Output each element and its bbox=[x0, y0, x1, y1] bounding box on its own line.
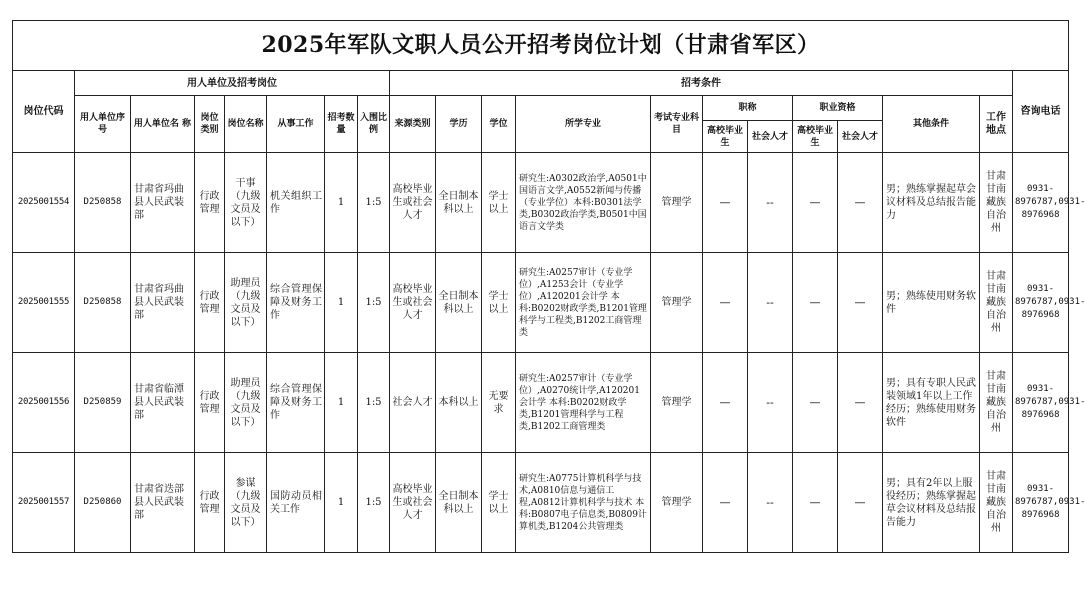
header-post-name: 岗位名称 bbox=[225, 96, 267, 153]
cell-location: 甘肃甘南藏族自治州 bbox=[980, 253, 1013, 353]
cell-title-grad: — bbox=[703, 153, 748, 253]
cell-title-grad: — bbox=[703, 353, 748, 453]
header-group-conditions: 招考条件 bbox=[390, 71, 1013, 96]
header-title-group: 职称 bbox=[703, 96, 793, 121]
cell-title-talent: -- bbox=[748, 253, 793, 353]
cell-location: 甘肃甘南藏族自治州 bbox=[980, 453, 1013, 553]
cell-title-grad: — bbox=[703, 253, 748, 353]
header-location: 工作地点 bbox=[980, 96, 1013, 153]
cell-education: 全日制本科以上 bbox=[436, 453, 482, 553]
cell-unit-no: D250859 bbox=[75, 353, 131, 453]
header-unit-name: 用人单位名 称 bbox=[131, 96, 195, 153]
cell-work: 国防动员相关工作 bbox=[267, 453, 325, 553]
cell-qual-talent: — bbox=[838, 353, 883, 453]
header-ratio: 入围比例 bbox=[358, 96, 390, 153]
header-work: 从事工作 bbox=[267, 96, 325, 153]
cell-education: 全日制本科以上 bbox=[436, 153, 482, 253]
cell-qual-grad: — bbox=[793, 153, 838, 253]
cell-unit-name: 甘肃省玛曲县人民武装部 bbox=[131, 153, 195, 253]
cell-count: 1 bbox=[325, 453, 358, 553]
cell-work: 机关组织工作 bbox=[267, 153, 325, 253]
header-qual-grad: 高校毕业生 bbox=[793, 121, 838, 153]
cell-qual-talent: — bbox=[838, 153, 883, 253]
cell-other: 男；具有2年以上服役经历；熟练掌握起草会议材料及总结报告能力 bbox=[883, 453, 980, 553]
cell-qual-grad: — bbox=[793, 353, 838, 453]
header-degree: 学位 bbox=[482, 96, 516, 153]
cell-post-name: 参谋（九级文员及以下） bbox=[225, 453, 267, 553]
cell-source: 社会人才 bbox=[390, 353, 436, 453]
cell-work: 综合管理保障及财务工作 bbox=[267, 253, 325, 353]
cell-major: 研究生:A0775计算机科学与技术,A0810信息与通信工程,A0812计算机科学与技术 本科:B0807电子信息类,B0809计算机类,B1204公共管理类 bbox=[516, 453, 651, 553]
cell-major: 研究生:A0257审计（专业学位）,A1253会计（专业学位）,A120201会计学 本科:B0202财政学类,B1201管理科学与工程类,B1202工商管理类 bbox=[516, 253, 651, 353]
cell-education: 全日制本科以上 bbox=[436, 253, 482, 353]
cell-degree: 学士以上 bbox=[482, 253, 516, 353]
cell-unit-name: 甘肃省迭部县人民武装部 bbox=[131, 453, 195, 553]
cell-count: 1 bbox=[325, 253, 358, 353]
cell-title-talent: -- bbox=[748, 453, 793, 553]
cell-source: 高校毕业生或社会人才 bbox=[390, 453, 436, 553]
cell-qual-grad: — bbox=[793, 453, 838, 553]
cell-post-type: 行政管理 bbox=[195, 453, 225, 553]
cell-ratio: 1:5 bbox=[358, 153, 390, 253]
cell-post-code: 2025001557 bbox=[13, 453, 75, 553]
cell-post-code: 2025001555 bbox=[13, 253, 75, 353]
table-row bbox=[13, 153, 1069, 253]
cell-ratio: 1:5 bbox=[358, 353, 390, 453]
cell-post-name: 干事（九级文员及以下） bbox=[225, 153, 267, 253]
cell-phone: 0931-8976787,0931-8976968 bbox=[1013, 153, 1069, 253]
cell-exam: 管理学 bbox=[651, 353, 703, 453]
cell-location: 甘肃甘南藏族自治州 bbox=[980, 353, 1013, 453]
cell-exam: 管理学 bbox=[651, 153, 703, 253]
header-exam: 考试专业科目 bbox=[651, 96, 703, 153]
page-title: 2025年军队文职人员公开招考岗位计划（甘肃省军区） bbox=[13, 21, 1069, 71]
cell-unit-name: 甘肃省玛曲县人民武装部 bbox=[131, 253, 195, 353]
table-row bbox=[13, 453, 1069, 553]
cell-exam: 管理学 bbox=[651, 253, 703, 353]
cell-count: 1 bbox=[325, 153, 358, 253]
cell-post-type: 行政管理 bbox=[195, 353, 225, 453]
header-phone: 咨询电话 bbox=[1013, 71, 1069, 153]
cell-unit-no: D250858 bbox=[75, 253, 131, 353]
cell-post-name: 助理员（九级文员及以下） bbox=[225, 253, 267, 353]
cell-source: 高校毕业生或社会人才 bbox=[390, 153, 436, 253]
cell-title-grad: — bbox=[703, 453, 748, 553]
cell-title-talent: -- bbox=[748, 353, 793, 453]
header-unit-no: 用人单位序 号 bbox=[75, 96, 131, 153]
header-post-type: 岗位类别 bbox=[195, 96, 225, 153]
cell-exam: 管理学 bbox=[651, 453, 703, 553]
cell-qual-grad: — bbox=[793, 253, 838, 353]
header-major: 所学专业 bbox=[516, 96, 651, 153]
header-qual-group: 职业资格 bbox=[793, 96, 883, 121]
cell-unit-no: D250860 bbox=[75, 453, 131, 553]
header-post-code: 岗位代码 bbox=[13, 71, 75, 153]
cell-qual-talent: — bbox=[838, 453, 883, 553]
cell-other: 男；具有专职人民武装领域1年以上工作经历；熟练使用财务软件 bbox=[883, 353, 980, 453]
cell-unit-no: D250858 bbox=[75, 153, 131, 253]
cell-source: 高校毕业生或社会人才 bbox=[390, 253, 436, 353]
cell-post-code: 2025001554 bbox=[13, 153, 75, 253]
cell-education: 本科以上 bbox=[436, 353, 482, 453]
cell-ratio: 1:5 bbox=[358, 253, 390, 353]
cell-degree: 学士以上 bbox=[482, 153, 516, 253]
table-row bbox=[13, 253, 1069, 353]
cell-unit-name: 甘肃省临潭县人民武装部 bbox=[131, 353, 195, 453]
header-title-talent: 社会人才 bbox=[748, 121, 793, 153]
cell-phone: 0931-8976787,0931-8976968 bbox=[1013, 453, 1069, 553]
header-education: 学历 bbox=[436, 96, 482, 153]
cell-ratio: 1:5 bbox=[358, 453, 390, 553]
cell-post-type: 行政管理 bbox=[195, 253, 225, 353]
cell-location: 甘肃甘南藏族自治州 bbox=[980, 153, 1013, 253]
cell-post-type: 行政管理 bbox=[195, 153, 225, 253]
cell-phone: 0931-8976787,0931-8976968 bbox=[1013, 253, 1069, 353]
cell-work: 综合管理保障及财务工作 bbox=[267, 353, 325, 453]
cell-title-talent: -- bbox=[748, 153, 793, 253]
header-count: 招考数量 bbox=[325, 96, 358, 153]
cell-degree: 学士以上 bbox=[482, 453, 516, 553]
cell-qual-talent: — bbox=[838, 253, 883, 353]
header-source: 来源类别 bbox=[390, 96, 436, 153]
cell-phone: 0931-8976787,0931-8976968 bbox=[1013, 353, 1069, 453]
cell-count: 1 bbox=[325, 353, 358, 453]
cell-major: 研究生:A0257审计（专业学位）,A0270统计学,A120201会计学 本科:B0202财政学类,B1201管理科学与工程类,B1202工商管理类 bbox=[516, 353, 651, 453]
cell-other: 男；熟练掌握起草会议材料及总结报告能力 bbox=[883, 153, 980, 253]
recruitment-table bbox=[12, 20, 1085, 553]
cell-degree: 无要求 bbox=[482, 353, 516, 453]
recruitment-plan-sheet bbox=[12, 20, 1085, 572]
cell-other: 男；熟练使用财务软件 bbox=[883, 253, 980, 353]
header-qual-talent: 社会人才 bbox=[838, 121, 883, 153]
header-other: 其他条件 bbox=[883, 96, 980, 153]
cell-major: 研究生:A0302政治学,A0501中国语言文学,A0552新闻与传播（专业学位）本科:B0301法学类,B0302政治学类,B0501中国语言文学类 bbox=[516, 153, 651, 253]
cell-post-name: 助理员（九级文员及以下） bbox=[225, 353, 267, 453]
table-row bbox=[13, 353, 1069, 453]
header-group-employer: 用人单位及招考岗位 bbox=[75, 71, 390, 96]
cell-post-code: 2025001556 bbox=[13, 353, 75, 453]
header-title-grad: 高校毕业生 bbox=[703, 121, 748, 153]
